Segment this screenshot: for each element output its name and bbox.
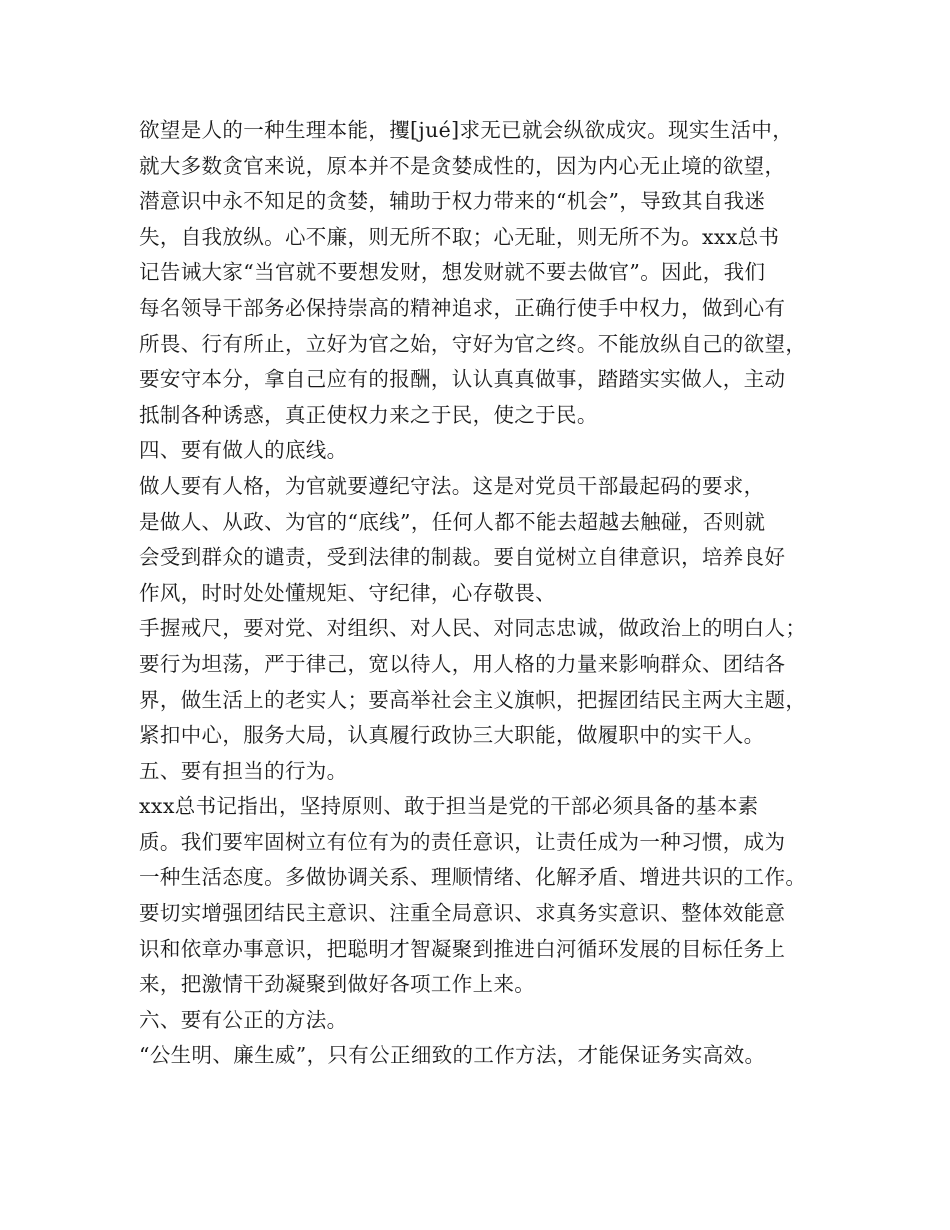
- paragraph-line: 要行为坦荡，严于律己，宽以待人，用人格的力量来影响群众、团结各: [139, 651, 786, 676]
- paragraph-line: 一种生活态度。多做协调关系、理顺情绪、化解矛盾、增进共识的工作。: [139, 865, 807, 890]
- paragraph-line: 欲望是人的一种生理本能，攫[jué]求无已就会纵欲成灾。现实生活中，: [139, 118, 794, 142]
- paragraph-line: 每名领导干部务必保持崇高的精神追求，正确行使手中权力，做到心有: [139, 295, 786, 320]
- paragraph-line: 界，做生活上的老实人；要高举社会主义旗帜，把握团结民主两大主题，: [139, 687, 807, 712]
- paragraph-line: 做人要有人格，为官就要遵纪守法。这是对党员干部最起码的要求，: [139, 473, 765, 498]
- paragraph-line: 潜意识中永不知足的贪婪，辅助于权力带来的“机会”，导致其自我迷: [139, 189, 766, 214]
- section-heading: 四、要有做人的底线。: [139, 438, 348, 463]
- paragraph-line: 紧扣中心，服务大局，认真履行政协三大职能，做履职中的实干人。: [139, 723, 765, 748]
- section-heading: 五、要有担当的行为。: [139, 758, 348, 783]
- paragraph-line: 失，自我放纵。心不廉，则无所不取；心无耻，则无所不为。xxx总书: [139, 224, 780, 249]
- paragraph-line: “公生明、廉生威”，只有公正细致的工作方法，才能保证务实高效。: [139, 1043, 766, 1068]
- paragraph-line: 作风，时时处处懂规矩、守纪律，心存敬畏、: [139, 580, 556, 605]
- paragraph-line: 所畏、行有所止，立好为官之始，守好为官之终。不能放纵自己的欲望，: [139, 331, 807, 356]
- paragraph-line: 会受到群众的谴责，受到法律的制裁。要自觉树立自律意识，培养良好: [139, 545, 786, 570]
- paragraph-line: 抵制各种诱惑，真正使权力来之于民，使之于民。: [139, 402, 598, 427]
- paragraph-line: 来，把激情干劲凝聚到做好各项工作上来。: [139, 972, 536, 997]
- paragraph-line: 识和依章办事意识，把聪明才智凝聚到推进白河循环发展的目标任务上: [139, 936, 786, 961]
- paragraph-line: 记告诫大家“当官就不要想发财，想发财就不要去做官”。因此，我们: [139, 260, 766, 285]
- paragraph-line: 要切实增强团结民主意识、注重全局意识、求真务实意识、整体效能意: [139, 901, 786, 926]
- paragraph-line: xxx总书记指出，坚持原则、敢于担当是党的干部必须具备的基本素: [139, 794, 759, 819]
- paragraph-line: 要安守本分，拿自己应有的报酬，认认真真做事，踏踏实实做人，主动: [139, 367, 786, 392]
- paragraph-line: 手握戒尺，要对党、对组织、对人民、对同志忠诚，做政治上的明白人；: [139, 616, 807, 641]
- paragraph-line: 质。我们要牢固树立有位有为的责任意识，让责任成为一种习惯，成为: [139, 829, 786, 854]
- section-heading: 六、要有公正的方法。: [139, 1007, 348, 1032]
- paragraph-line: 是做人、从政、为官的“底线”，任何人都不能去超越去触碰，否则就: [139, 509, 766, 534]
- document-body: [139, 113, 839, 1074]
- paragraph-line: 就大多数贪官来说，原本并不是贪婪成性的，因为内心无止境的欲望，: [139, 153, 786, 178]
